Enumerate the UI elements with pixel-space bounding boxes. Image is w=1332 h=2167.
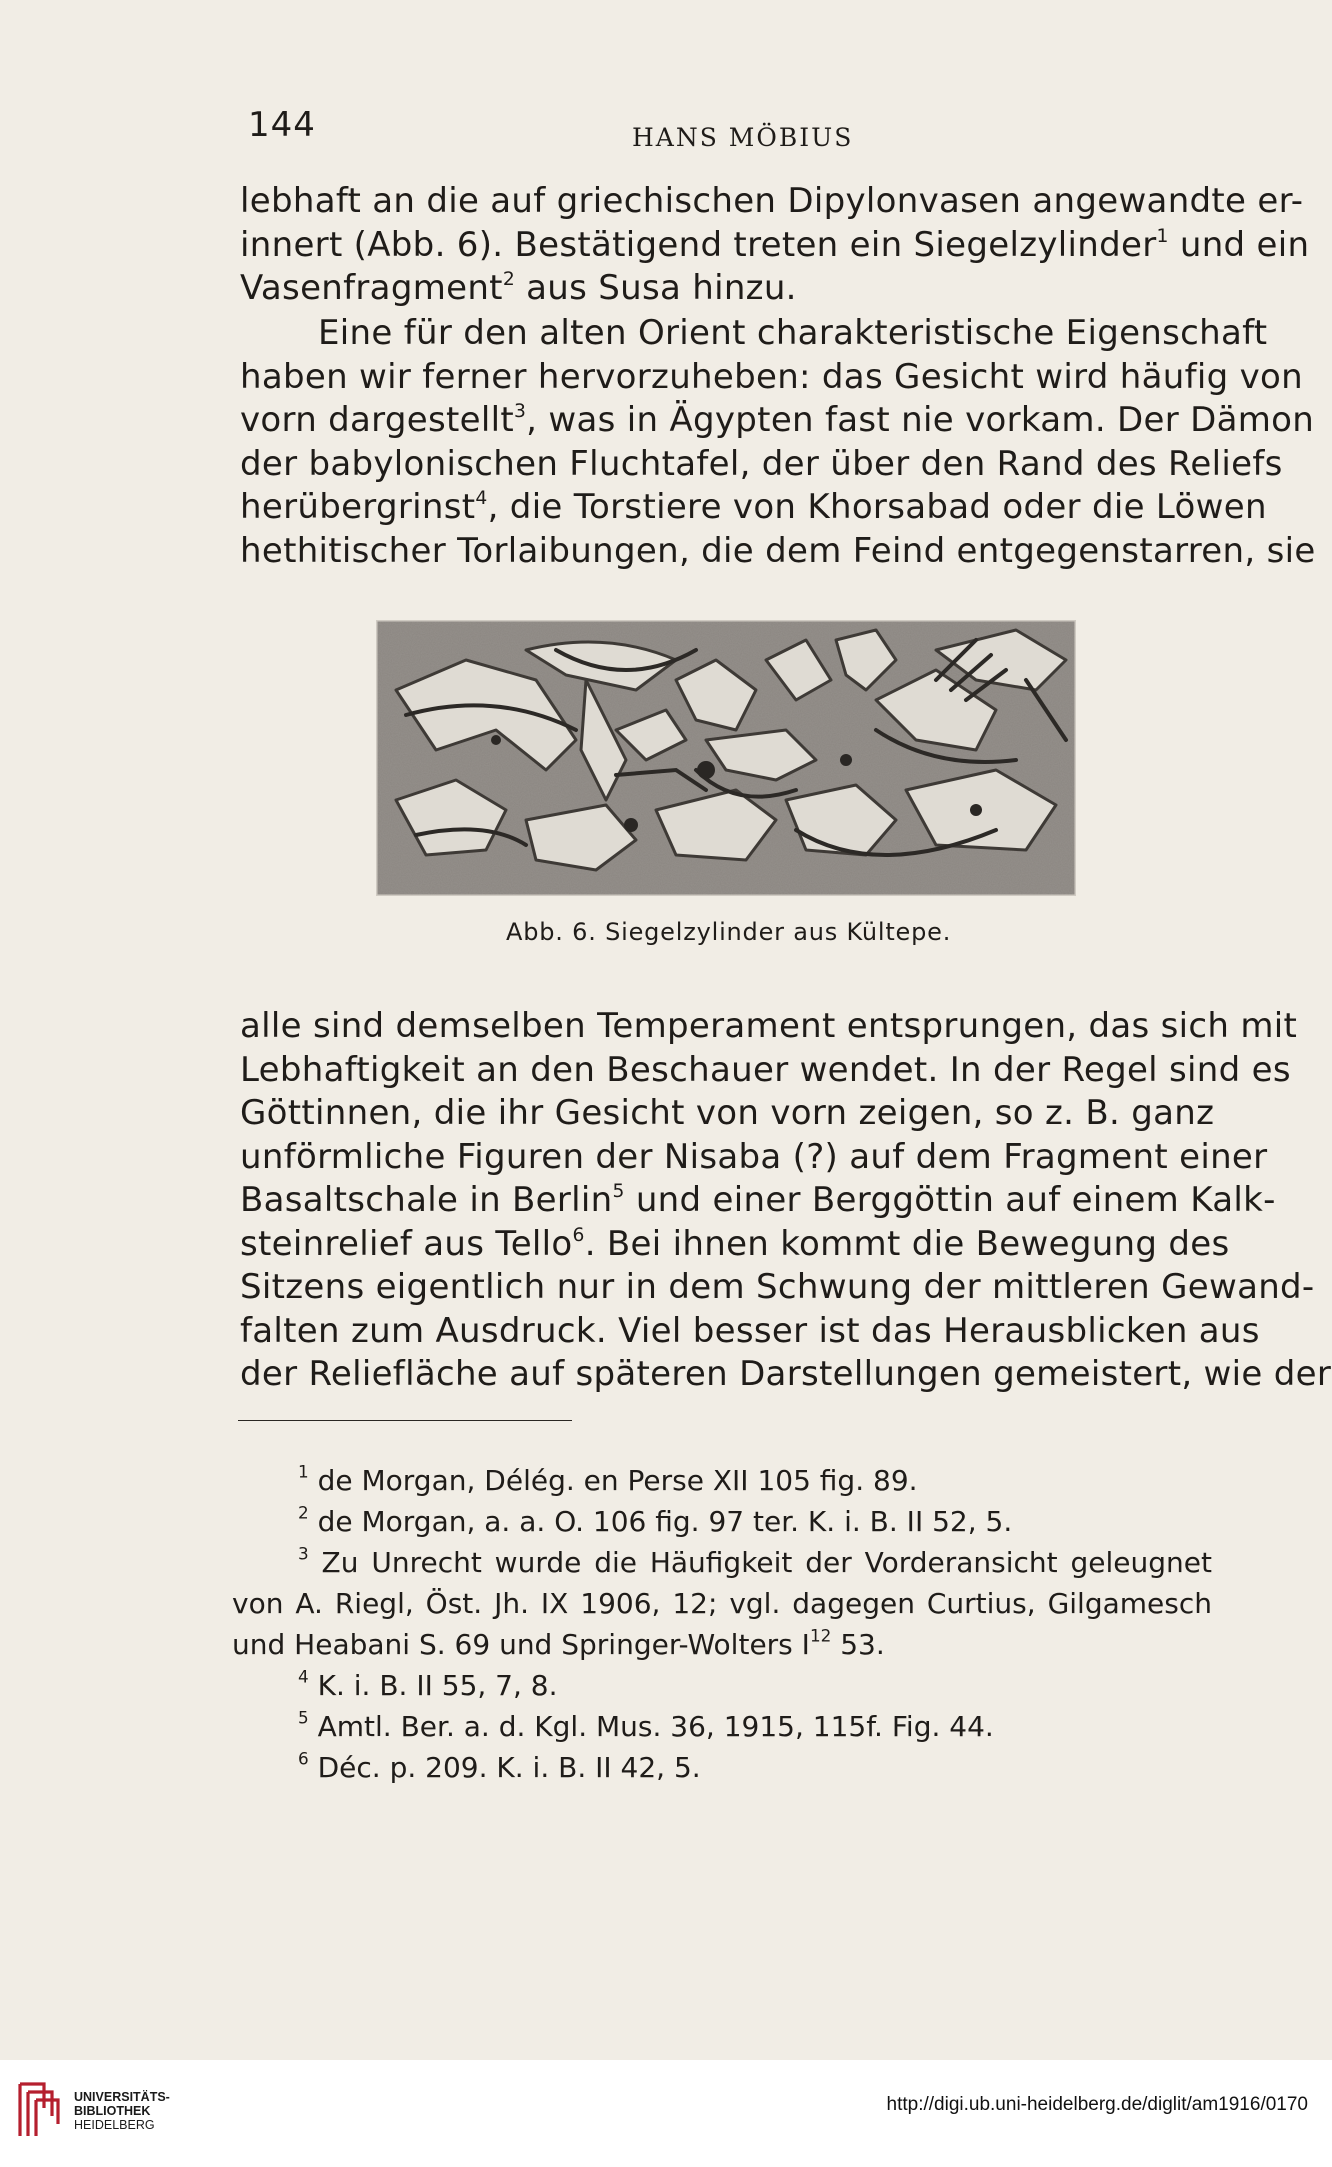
footnote-3-continued: und Heabani S. 69 und Springer-Wolters $I^{12}$ 53.: [232, 1625, 885, 1661]
footnote-1: $^1$ de Morgan, Délég. en Perse XII 105 fig. 89.: [298, 1461, 918, 1497]
paragraph-2: [240, 312, 1316, 573]
text-line: der Reliefläche auf späteren Darstellungen gemeistert, wie der: [240, 1354, 1332, 1394]
footnote-ref: 2: [502, 268, 516, 290]
text-line: Sitzens eigentlich nur in dem Schwung der mittleren Gewand-: [240, 1267, 1315, 1307]
text-line: haben wir ferner hervorzuheben: das Gesicht wird häufig von: [240, 356, 1303, 397]
text-line: der babylonischen Fluchtafel, der über den Rand des Reliefs: [240, 443, 1283, 484]
text-line: herübergrinst$^4$, die Torstiere von Khorsabad oder die Löwen: [240, 487, 1267, 527]
footnote-3: $^3$ Zu Unrecht wurde die Häufigkeit der Vorderansicht geleugnet: [298, 1543, 1212, 1579]
footnote-2: $^2$ de Morgan, a. a. O. 106 fig. 97 ter. K. i. B. II 52, 5.: [298, 1502, 1013, 1538]
text-line: Vasenfragment$^2$ aus Susa hinzu.: [240, 268, 797, 308]
footnote-ref: 1: [1156, 225, 1169, 247]
footnotes: [232, 1460, 1212, 1788]
text-line: steinrelief aus Tello$^6$. Bei ihnen kommt die Bewegung des: [240, 1223, 1230, 1264]
library-logo-icon: [14, 2080, 62, 2140]
text-line: Eine für den alten Orient charakteristische Eigenschaft: [318, 313, 1268, 353]
footnote-ref: 5: [612, 1180, 625, 1202]
seal-cylinder-image: [376, 620, 1076, 896]
text-line: Lebhaftigkeit an den Beschauer wendet. In der Regel sind es: [240, 1049, 1291, 1090]
text-line: unförmliche Figuren der Nisaba (?) auf dem Fragment einer: [240, 1136, 1268, 1177]
footnote-6: $^6$ Déc. p. 209. K. i. B. II 42, 5.: [298, 1748, 701, 1784]
text-line: hethitischer Torlaibungen, die dem Feind entgegenstarren, sie: [240, 530, 1316, 571]
paragraph-3: [240, 1005, 1332, 1397]
page-number: 144: [248, 105, 316, 145]
text-line: lebhaft an die auf griechischen Dipylonvasen angewandte er-: [240, 181, 1304, 221]
footnote-5: $^5$ Amtl. Ber. a. d. Kgl. Mus. 36, 1915, 115f. Fig. 44.: [298, 1707, 994, 1743]
text-line: vorn dargestellt$^3$, was in Ägypten fast nie vorkam. Der Dämon: [240, 400, 1315, 440]
source-url-link[interactable]: http://digi.ub.uni-heidelberg.de/diglit/am1916/0170: [886, 2094, 1308, 2115]
text-line: falten zum Ausdruck. Viel besser ist das Herausblicken aus: [240, 1310, 1260, 1351]
footnote-3-continued: von A. Riegl, Öst. Jh. IX 1906, 12; vgl. dagegen Curtius, Gilgamesch: [232, 1587, 1212, 1620]
footnote-ref: 3: [513, 400, 527, 422]
text-line: alle sind demselben Temperament entsprungen, das sich mit: [240, 1006, 1298, 1046]
running-head: HANS MÖBIUS: [632, 123, 854, 152]
footnote-4: $^4$ K. i. B. II 55, 7, 8.: [298, 1666, 558, 1702]
paragraph-1: [240, 180, 1310, 311]
footnote-ref: 6: [572, 1224, 585, 1246]
text-line: innert (Abb. 6). Bestätigend treten ein Siegelzylinder$^1$ und ein: [240, 224, 1310, 265]
footnote-ref: 4: [475, 487, 488, 509]
footnote-divider: [238, 1420, 572, 1421]
figure-caption: Abb. 6. Siegelzylinder aus Kültepe.: [506, 918, 952, 946]
library-name: UNIVERSITÄTS- BIBLIOTHEK HEIDELBERG: [74, 2090, 170, 2132]
text-line: Basaltschale in Berlin$^5$ und einer Berggöttin auf einem Kalk-: [240, 1180, 1276, 1220]
text-line: Göttinnen, die ihr Gesicht von vorn zeigen, so z. B. ganz: [240, 1093, 1215, 1133]
